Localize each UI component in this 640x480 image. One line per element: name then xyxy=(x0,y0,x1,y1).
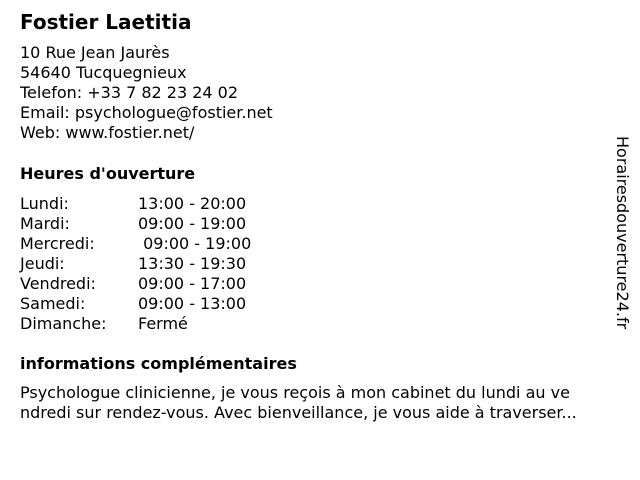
email-address: Email: psychologue@fostier.net xyxy=(20,103,273,122)
additional-info-text xyxy=(20,383,630,423)
hours-time: 13:30 - 19:30 xyxy=(138,254,247,273)
contact-block xyxy=(20,43,273,143)
address-street: 10 Rue Jean Jaurès xyxy=(20,43,170,62)
hours-time: 09:00 - 13:00 xyxy=(138,294,247,313)
phone-number: Telefon: +33 7 82 23 24 02 xyxy=(20,83,239,102)
hours-row-monday xyxy=(20,194,251,214)
hours-time: 09:00 - 17:00 xyxy=(138,274,247,293)
hours-day: Lundi: xyxy=(20,194,69,213)
hours-time: 09:00 - 19:00 xyxy=(138,214,247,233)
hours-day: Dimanche: xyxy=(20,314,107,333)
hours-row-saturday xyxy=(20,294,251,314)
hours-day: Samedi: xyxy=(20,294,86,313)
description-line: ndredi sur rendez-vous. Avec bienveillance, je vous aide à traverser... xyxy=(20,403,577,422)
hours-time: 09:00 - 19:00 xyxy=(138,234,252,253)
website: Web: www.fostier.net/ xyxy=(20,123,195,142)
site-watermark: Horairesdouverture24.fr xyxy=(613,136,632,330)
address-city: 54640 Tucquegnieux xyxy=(20,63,187,82)
opening-hours-table xyxy=(20,194,251,334)
description-line: Psychologue clinicienne, je vous reçois à mon cabinet du lundi au ve xyxy=(20,383,570,402)
hours-day: Vendredi: xyxy=(20,274,96,293)
hours-day: Jeudi: xyxy=(20,254,65,273)
additional-info-heading: informations complémentaires xyxy=(20,354,297,373)
hours-time: Fermé xyxy=(138,314,188,333)
hours-row-wednesday xyxy=(20,234,251,254)
opening-hours-heading: Heures d'ouverture xyxy=(20,164,196,183)
hours-row-friday xyxy=(20,274,251,294)
hours-time: 13:00 - 20:00 xyxy=(138,194,247,213)
hours-row-thursday xyxy=(20,254,251,274)
hours-row-tuesday xyxy=(20,214,251,234)
hours-row-sunday xyxy=(20,314,251,334)
business-name: Fostier Laetitia xyxy=(20,10,192,34)
hours-day: Mercredi: xyxy=(20,234,95,253)
hours-day: Mardi: xyxy=(20,214,70,233)
